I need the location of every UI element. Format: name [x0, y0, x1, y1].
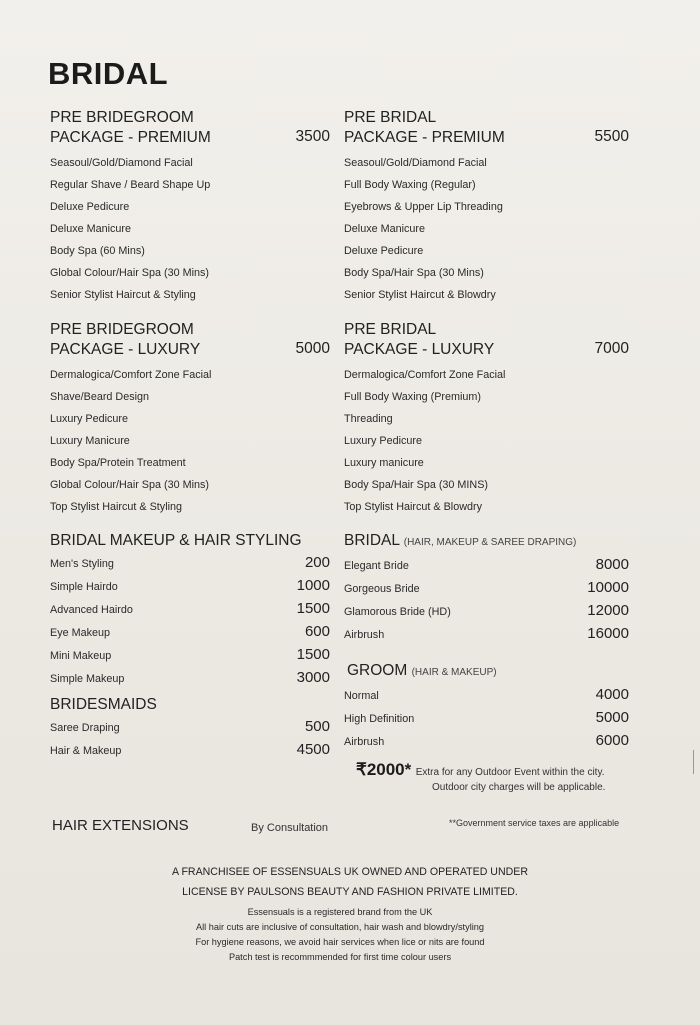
- footer-note: Patch test is recommmended for first time colour users: [228, 952, 452, 962]
- groom-section: [344, 660, 629, 753]
- row-label: Airbrush: [344, 629, 385, 641]
- package-title-line1: PRE BRIDEGROOM: [50, 321, 194, 338]
- left-column: [50, 108, 330, 762]
- package-title-line1: PRE BRIDAL: [344, 109, 437, 126]
- package-title: [344, 320, 574, 360]
- list-item: Body Spa/Protein Treatment: [50, 457, 186, 469]
- pre-bridegroom-luxury-package: [50, 320, 330, 518]
- extra-price: ₹2000*: [356, 760, 412, 779]
- right-column: [344, 108, 629, 753]
- pre-bridal-premium-package: [344, 108, 629, 306]
- franchise-line2: LICENSE BY PAULSONS BEAUTY AND FASHION PRIVATE LIMITED.: [182, 886, 518, 898]
- row-label: Hair & Makeup: [50, 745, 122, 757]
- list-item: Dermalogica/Comfort Zone Facial: [344, 369, 506, 381]
- list-item: Deluxe Pedicure: [344, 245, 424, 257]
- list-item: Senior Stylist Haircut & Blowdry: [344, 289, 496, 301]
- price-row: [50, 716, 330, 739]
- package-price: 3500: [295, 128, 330, 145]
- package-title-line2: PACKAGE - LUXURY: [344, 341, 495, 358]
- row-price: 8000: [595, 556, 629, 573]
- section-title: [344, 660, 629, 684]
- list-item: Shave/Beard Design: [50, 391, 150, 403]
- hair-extensions-value: By Consultation: [251, 822, 329, 834]
- row-price: 4500: [296, 741, 330, 758]
- section-title: BRIDESMAIDS: [50, 696, 157, 713]
- price-row: [50, 739, 330, 762]
- franchise-line1: A FRANCHISEE OF ESSENSUALS UK OWNED AND OPERATED UNDER: [172, 866, 528, 878]
- price-row: [344, 577, 629, 600]
- footer-note: All hair cuts are inclusive of consultation, hair wash and blowdry/styling: [195, 922, 484, 932]
- footer-notes: [0, 905, 680, 965]
- list-item: Body Spa (60 Mins): [50, 245, 145, 257]
- row-label: Elegant Bride: [344, 560, 409, 572]
- row-label: Eye Makeup: [50, 627, 111, 639]
- page-title: BRIDAL: [48, 56, 169, 91]
- row-price: 10000: [587, 579, 629, 596]
- price-row: [50, 552, 330, 575]
- tax-note: **Government service taxes are applicable: [449, 818, 620, 828]
- hair-extensions-label: HAIR EXTENSIONS: [52, 817, 189, 834]
- row-label: Mini Makeup: [50, 650, 112, 662]
- package-items: [344, 364, 629, 518]
- bridal-section: [344, 530, 629, 646]
- list-item: Dermalogica/Comfort Zone Facial: [50, 369, 212, 381]
- row-label: Men's Styling: [50, 558, 114, 570]
- extra-line2: Outdoor city charges will be applicable.: [432, 782, 606, 793]
- row-price: 1500: [296, 600, 330, 617]
- list-item: Senior Stylist Haircut & Styling: [50, 289, 196, 301]
- row-label: Simple Hairdo: [50, 581, 118, 593]
- bridal-makeup-section: [50, 530, 330, 690]
- price-row: [50, 598, 330, 621]
- package-items: [344, 152, 629, 306]
- list-item: Eyebrows & Upper Lip Threading: [344, 201, 503, 213]
- price-row: [344, 684, 629, 707]
- footer-note: Essensuals is a registered brand from the UK: [247, 907, 433, 917]
- pre-bridegroom-premium-package: [50, 108, 330, 306]
- row-price: 1500: [296, 646, 330, 663]
- package-title-line2: PACKAGE - LUXURY: [50, 341, 201, 358]
- price-row: [344, 554, 629, 577]
- price-row: [344, 623, 629, 646]
- package-price: 5000: [295, 340, 330, 357]
- row-price: 4000: [595, 686, 629, 703]
- bridesmaids-section: [50, 694, 330, 762]
- row-label: Advanced Hairdo: [50, 604, 133, 616]
- list-item: Luxury manicure: [344, 457, 424, 469]
- row-label: High Definition: [344, 713, 415, 725]
- price-row: [344, 707, 629, 730]
- row-price: 500: [304, 718, 330, 735]
- row-price: 16000: [587, 625, 629, 642]
- footer-note: For hygiene reasons, we avoid hair services when lice or nits are found: [195, 937, 485, 947]
- row-price: 5000: [595, 709, 629, 726]
- pre-bridal-luxury-package: [344, 320, 629, 518]
- row-label: Saree Draping: [50, 722, 120, 734]
- list-item: Seasoul/Gold/Diamond Facial: [50, 157, 193, 169]
- list-item: Seasoul/Gold/Diamond Facial: [344, 157, 487, 169]
- list-item: Full Body Waxing (Premium): [344, 391, 481, 403]
- package-title: [50, 320, 280, 360]
- row-label: Gorgeous Bride: [344, 583, 420, 595]
- list-item: Top Stylist Haircut & Styling: [50, 501, 183, 513]
- list-item: Luxury Manicure: [50, 435, 130, 447]
- package-items: [50, 152, 330, 306]
- package-price: 5500: [594, 128, 629, 145]
- section-title-text: BRIDAL: [344, 532, 400, 549]
- price-row: [344, 600, 629, 623]
- price-row: [344, 730, 629, 753]
- list-item: Body Spa/Hair Spa (30 Mins): [344, 267, 484, 279]
- row-price: 12000: [587, 602, 629, 619]
- package-title-line1: PRE BRIDAL: [344, 321, 437, 338]
- list-item: Luxury Pedicure: [50, 413, 129, 425]
- section-subtitle: (HAIR & MAKEUP): [411, 667, 497, 678]
- row-price: 3000: [296, 669, 330, 686]
- row-price: 1000: [296, 577, 330, 594]
- row-price: 600: [304, 623, 330, 640]
- row-label: Glamorous Bride (HD): [344, 606, 451, 618]
- package-title-line2: PACKAGE - PREMIUM: [50, 129, 211, 146]
- list-item: Global Colour/Hair Spa (30 Mins): [50, 479, 210, 491]
- list-item: Threading: [344, 413, 393, 425]
- price-row: [50, 644, 330, 667]
- package-title: [344, 108, 574, 148]
- row-label: Simple Makeup: [50, 673, 125, 685]
- row-label: Normal: [344, 690, 379, 702]
- list-item: Deluxe Pedicure: [50, 201, 130, 213]
- extra-line1: Extra for any Outdoor Event within the city.: [415, 767, 605, 778]
- edge-mark: [693, 750, 694, 774]
- list-item: Global Colour/Hair Spa (30 Mins): [50, 267, 210, 279]
- price-row: [50, 667, 330, 690]
- list-item: Luxury Pedicure: [344, 435, 423, 447]
- list-item: Top Stylist Haircut & Blowdry: [344, 501, 483, 513]
- franchise-statement: [0, 862, 700, 902]
- row-price: 200: [304, 554, 330, 571]
- list-item: Full Body Waxing (Regular): [344, 179, 476, 191]
- package-items: [50, 364, 330, 518]
- row-label: Airbrush: [344, 736, 385, 748]
- section-title-text: GROOM: [347, 662, 408, 679]
- package-title-line1: PRE BRIDEGROOM: [50, 109, 194, 126]
- outdoor-extra-note: [356, 760, 636, 793]
- price-row: [50, 621, 330, 644]
- row-price: 6000: [595, 732, 629, 749]
- list-item: Body Spa/Hair Spa (30 MINS): [344, 479, 489, 491]
- list-item: Deluxe Manicure: [344, 223, 426, 235]
- section-title: BRIDAL MAKEUP & HAIR STYLING: [50, 532, 302, 549]
- package-title-line2: PACKAGE - PREMIUM: [344, 129, 505, 146]
- section-title: [344, 530, 629, 554]
- list-item: Deluxe Manicure: [50, 223, 132, 235]
- section-subtitle: (HAIR, MAKEUP & SAREE DRAPING): [403, 537, 577, 548]
- package-title: [50, 108, 280, 148]
- package-price: 7000: [594, 340, 629, 357]
- price-row: [50, 575, 330, 598]
- list-item: Regular Shave / Beard Shape Up: [50, 179, 211, 191]
